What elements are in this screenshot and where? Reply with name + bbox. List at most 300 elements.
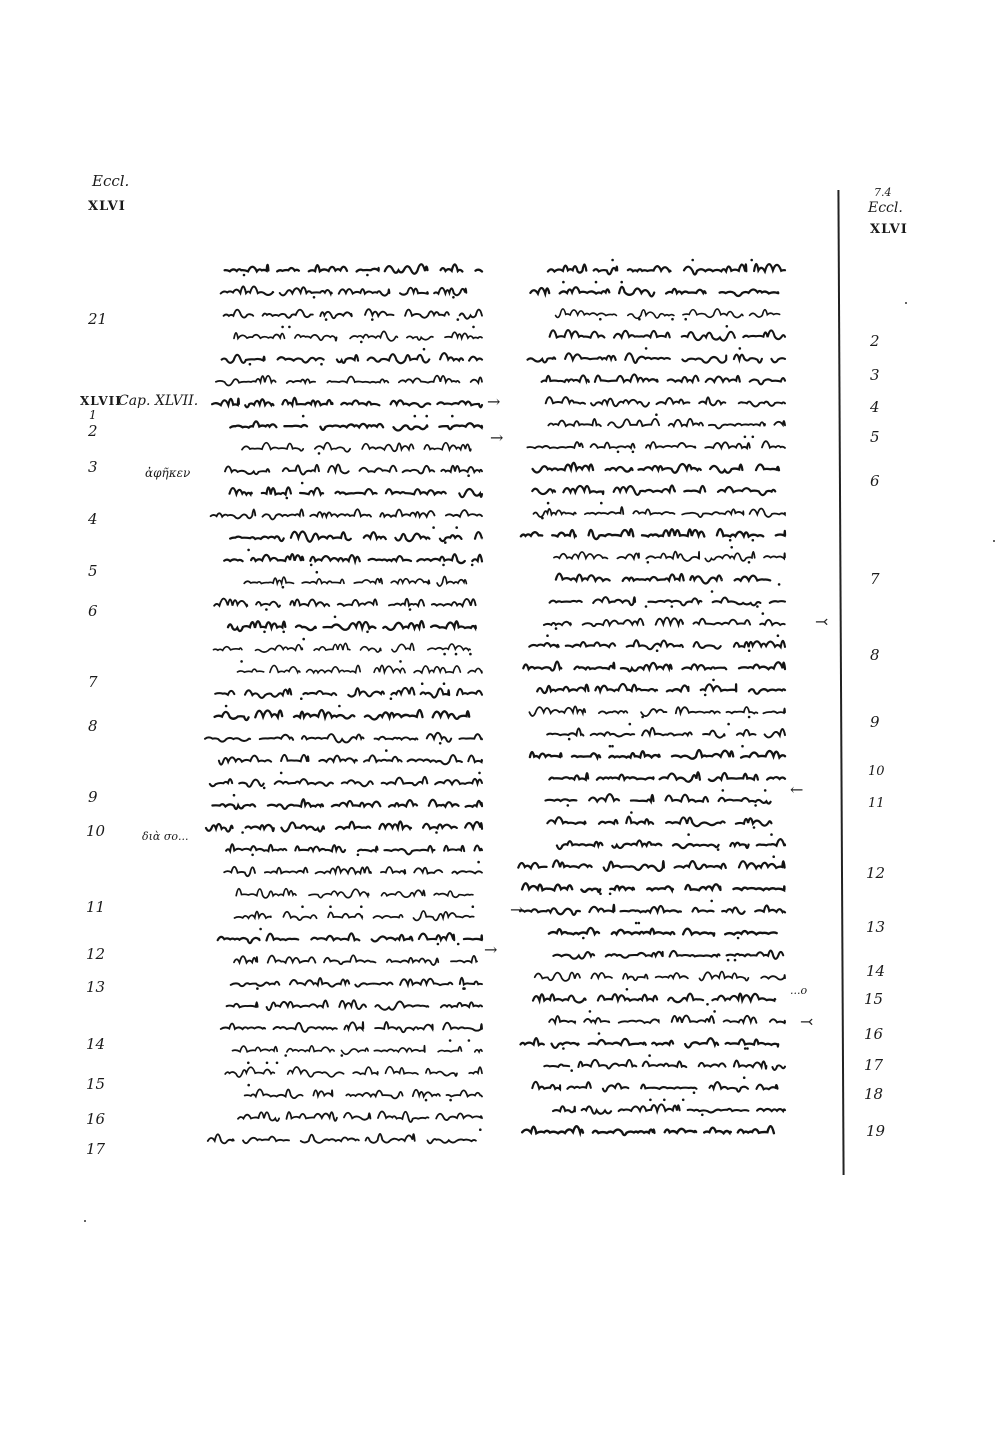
right-column-stroke bbox=[548, 419, 785, 429]
cap-heading: Cap. XLVII. bbox=[118, 393, 199, 409]
right-column-line bbox=[550, 590, 785, 608]
right-column-diacritic bbox=[712, 679, 715, 682]
right-column-diacritic bbox=[568, 738, 571, 741]
left-column-diacritic bbox=[302, 638, 305, 641]
right-column-diacritic bbox=[617, 451, 620, 454]
left-column-diacritic bbox=[452, 296, 455, 299]
left-column-diacritic bbox=[455, 526, 458, 529]
left-column-diacritic bbox=[259, 928, 262, 931]
right-column-stroke bbox=[530, 287, 778, 296]
left-column-diacritic bbox=[443, 653, 446, 656]
left-column-stroke bbox=[231, 978, 482, 987]
left-column-diacritic bbox=[263, 631, 266, 634]
right-column-diacritic bbox=[648, 1054, 651, 1057]
arrow-mark: → bbox=[484, 940, 498, 959]
left-column-line bbox=[230, 526, 482, 544]
cap-heading-numeral: XLVII bbox=[80, 394, 122, 408]
right-column-diacritic bbox=[743, 1076, 746, 1079]
left-verse-10: 10 bbox=[86, 822, 106, 840]
right-column-diacritic bbox=[626, 988, 629, 991]
left-verse-8: 8 bbox=[88, 717, 98, 735]
left-column-stroke bbox=[230, 531, 482, 541]
left-column-diacritic bbox=[241, 831, 244, 834]
left-column-diacritic bbox=[471, 564, 474, 567]
right-verse-11: 11 bbox=[868, 796, 885, 811]
right-column-line bbox=[549, 922, 777, 940]
right-column-stroke bbox=[547, 728, 785, 738]
left-chapter-numeral: XLVI bbox=[88, 199, 126, 214]
left-column-stroke bbox=[206, 821, 482, 831]
left-column-line bbox=[228, 616, 476, 634]
left-column-diacritic bbox=[399, 660, 402, 663]
right-column-line bbox=[544, 612, 785, 630]
left-column-diacritic bbox=[478, 772, 481, 775]
left-column-diacritic bbox=[360, 905, 363, 908]
left-column-stroke bbox=[235, 911, 474, 921]
right-column-diacritic bbox=[555, 627, 558, 630]
right-column-stroke bbox=[544, 618, 785, 627]
right-verse-7: 7 bbox=[870, 570, 880, 588]
right-column-line bbox=[548, 259, 785, 275]
right-column-line bbox=[542, 374, 785, 384]
right-column-diacritic bbox=[641, 716, 644, 719]
arrow-mark: → bbox=[490, 428, 504, 447]
left-verse-9: 9 bbox=[88, 788, 98, 806]
right-column-diacritic bbox=[647, 561, 650, 564]
right-verse-8: 8 bbox=[870, 646, 880, 664]
left-column-diacritic bbox=[371, 318, 374, 321]
left-column-diacritic bbox=[435, 831, 438, 834]
left-column-line bbox=[212, 794, 482, 809]
right-column-line bbox=[547, 811, 771, 829]
right-column-line bbox=[557, 833, 785, 851]
left-column-diacritic bbox=[468, 1039, 471, 1042]
left-verse-21: 21 bbox=[88, 310, 108, 328]
right-column-diacritic bbox=[737, 937, 740, 940]
left-column-diacritic bbox=[425, 415, 428, 418]
left-column-diacritic bbox=[256, 987, 259, 990]
left-column-diacritic bbox=[463, 987, 466, 990]
left-column-diacritic bbox=[265, 608, 268, 611]
right-column-stroke bbox=[521, 529, 785, 539]
right-column-diacritic bbox=[645, 347, 648, 350]
left-column-diacritic bbox=[341, 1054, 344, 1057]
right-column-line bbox=[522, 1126, 774, 1135]
right-column-line bbox=[520, 900, 785, 915]
left-column-diacritic bbox=[366, 274, 369, 277]
right-column-diacritic bbox=[671, 318, 674, 321]
right-column-diacritic bbox=[710, 900, 713, 903]
right-column-diacritic bbox=[691, 259, 694, 262]
left-column-diacritic bbox=[300, 697, 303, 700]
left-column-line bbox=[242, 443, 471, 455]
right-column-stroke bbox=[530, 750, 785, 759]
greek-note: ἀφῆκεν bbox=[145, 466, 191, 480]
right-column-stroke bbox=[554, 552, 785, 562]
right-column-diacritic bbox=[598, 1032, 601, 1035]
right-column-line bbox=[556, 574, 780, 586]
left-column-line bbox=[227, 1000, 482, 1010]
left-column-diacritic bbox=[302, 415, 305, 418]
right-column-line bbox=[547, 723, 785, 741]
right-column-diacritic bbox=[599, 893, 602, 896]
left-column-diacritic bbox=[457, 318, 460, 321]
left-column-diacritic bbox=[439, 742, 442, 745]
right-column-diacritic bbox=[638, 318, 641, 321]
left-column-diacritic bbox=[477, 861, 480, 864]
right-column-stroke bbox=[556, 574, 770, 584]
right-column-stroke bbox=[549, 772, 785, 781]
right-verse-15: 15 bbox=[864, 990, 884, 1008]
left-column-diacritic bbox=[266, 1062, 269, 1065]
right-verse-3: 3 bbox=[870, 366, 880, 384]
right-column-stroke bbox=[533, 463, 779, 473]
right-column-diacritic bbox=[611, 745, 614, 748]
right-column-diacritic bbox=[756, 605, 759, 608]
right-column-diacritic bbox=[754, 804, 757, 807]
right-column-diacritic bbox=[630, 811, 633, 814]
left-column-stroke bbox=[234, 955, 477, 965]
right-column-diacritic bbox=[753, 826, 756, 829]
left-column-diacritic bbox=[325, 318, 328, 321]
right-column-diacritic bbox=[711, 590, 714, 593]
right-column-diacritic bbox=[567, 804, 570, 807]
left-column-line bbox=[222, 348, 482, 366]
right-column-stroke bbox=[537, 684, 785, 694]
right-column-diacritic bbox=[582, 937, 585, 940]
left-column-stroke bbox=[218, 933, 482, 943]
right-column-diacritic bbox=[744, 1047, 747, 1050]
left-column-line bbox=[234, 326, 482, 344]
right-book-abbr: Eccl. bbox=[868, 200, 903, 216]
left-verse-11: 11 bbox=[86, 898, 106, 916]
right-column-line bbox=[553, 951, 783, 962]
left-verse-12: 12 bbox=[86, 945, 106, 963]
right-column-diacritic bbox=[546, 634, 549, 637]
right-column-stroke bbox=[522, 883, 784, 892]
right-column-line bbox=[548, 413, 785, 428]
right-column-diacritic bbox=[764, 789, 767, 792]
right-column-line bbox=[556, 309, 780, 321]
right-column-diacritic bbox=[656, 649, 659, 652]
left-column-stroke bbox=[236, 889, 473, 898]
left-column-stroke bbox=[245, 1089, 482, 1098]
right-column-diacritic bbox=[595, 281, 598, 284]
left-column-diacritic bbox=[451, 415, 454, 418]
right-column-diacritic bbox=[744, 436, 747, 439]
right-column-diacritic bbox=[748, 716, 751, 719]
right-column-stroke bbox=[547, 817, 771, 827]
right-verse-13: 13 bbox=[866, 918, 886, 936]
right-column-diacritic bbox=[701, 1114, 704, 1117]
left-verse-2: 2 bbox=[88, 422, 98, 440]
right-column-line bbox=[532, 1076, 777, 1094]
left-column-line bbox=[225, 464, 482, 477]
left-column-stroke bbox=[221, 1022, 482, 1032]
arrow-mark: ⤙ bbox=[800, 1012, 814, 1031]
left-column-diacritic bbox=[469, 653, 472, 656]
left-column-line bbox=[221, 286, 467, 298]
left-column-diacritic bbox=[357, 854, 360, 857]
arrow-mark: ← bbox=[790, 780, 804, 799]
left-column-stroke bbox=[230, 487, 483, 497]
left-column-diacritic bbox=[247, 549, 250, 552]
left-column-diacritic bbox=[316, 571, 319, 574]
left-column-diacritic bbox=[385, 749, 388, 752]
left-column-line bbox=[211, 509, 482, 519]
right-column-diacritic bbox=[682, 1099, 685, 1102]
left-verse-15: 15 bbox=[86, 1075, 106, 1093]
left-column-line bbox=[231, 978, 482, 990]
right-column-stroke bbox=[532, 485, 775, 495]
left-column-diacritic bbox=[288, 326, 291, 329]
right-column-line bbox=[549, 772, 785, 781]
left-column-line bbox=[208, 1128, 482, 1143]
left-column-diacritic bbox=[281, 326, 284, 329]
left-column-line bbox=[210, 772, 482, 790]
left-column-line bbox=[230, 482, 483, 500]
right-column-diacritic bbox=[570, 1069, 573, 1072]
left-column-diacritic bbox=[225, 705, 228, 708]
right-verse-18: 18 bbox=[864, 1085, 884, 1103]
left-column-diacritic bbox=[366, 631, 369, 634]
right-column-line bbox=[554, 546, 785, 564]
left-column-stroke bbox=[238, 1111, 482, 1122]
left-column-stroke bbox=[226, 844, 482, 854]
right-column-stroke bbox=[520, 905, 785, 915]
right-column-line bbox=[522, 883, 784, 895]
right-small-note: 7.4 bbox=[874, 186, 892, 199]
right-column-diacritic bbox=[655, 413, 658, 416]
right-column-diacritic bbox=[645, 605, 648, 608]
right-column-line bbox=[550, 325, 785, 341]
right-column-diacritic bbox=[600, 502, 603, 505]
left-column-diacritic bbox=[310, 564, 313, 567]
right-column-stroke bbox=[548, 264, 785, 274]
right-column-diacritic bbox=[671, 605, 674, 608]
left-column-stroke bbox=[238, 665, 483, 673]
left-column-stroke bbox=[227, 1000, 482, 1010]
left-column-diacritic bbox=[338, 705, 341, 708]
left-column-line bbox=[224, 549, 482, 567]
right-column-line bbox=[521, 1032, 779, 1050]
right-verse-9: 9 bbox=[870, 713, 880, 731]
right-verse-14: 14 bbox=[866, 962, 886, 980]
right-column-diacritic bbox=[562, 1047, 565, 1050]
left-column-line bbox=[245, 1084, 482, 1102]
left-column-stroke bbox=[208, 1134, 476, 1143]
right-column-line bbox=[537, 679, 785, 697]
left-verse-17: 17 bbox=[86, 1140, 106, 1158]
left-book-abbr: Eccl. bbox=[92, 172, 130, 190]
right-column-line bbox=[553, 1099, 785, 1117]
left-column-line bbox=[226, 844, 482, 856]
right-column-stroke bbox=[549, 1016, 785, 1023]
left-column-stroke bbox=[214, 599, 475, 607]
left-column-line bbox=[230, 415, 482, 431]
right-column-diacritic bbox=[730, 546, 733, 549]
left-column-line bbox=[234, 955, 477, 965]
right-column-diacritic bbox=[727, 959, 730, 962]
left-column-stroke bbox=[224, 309, 482, 319]
right-column-diacritic bbox=[632, 451, 635, 454]
right-column-diacritic bbox=[746, 1047, 749, 1050]
left-column-diacritic bbox=[247, 1062, 250, 1065]
left-column-line bbox=[212, 398, 482, 408]
right-verse-6: 6 bbox=[870, 472, 880, 490]
left-column-line bbox=[224, 861, 482, 876]
left-column-diacritic bbox=[472, 326, 475, 329]
left-column-line bbox=[221, 1022, 482, 1032]
right-side-note: ...ο bbox=[790, 984, 808, 997]
left-column-line bbox=[235, 905, 475, 920]
left-column-diacritic bbox=[280, 772, 283, 775]
right-column-diacritic bbox=[638, 922, 641, 925]
right-verse-5: 5 bbox=[870, 428, 880, 446]
left-column-line bbox=[214, 599, 475, 611]
left-column-diacritic bbox=[334, 616, 337, 619]
left-column-diacritic bbox=[442, 564, 445, 567]
right-verse-10: 10 bbox=[868, 764, 885, 779]
right-column-diacritic bbox=[772, 855, 775, 858]
right-column-line bbox=[518, 855, 784, 871]
left-verse-6: 6 bbox=[88, 602, 98, 620]
left-column-diacritic bbox=[282, 586, 285, 589]
left-column-diacritic bbox=[318, 452, 321, 455]
right-column-line bbox=[534, 502, 786, 520]
right-column-diacritic bbox=[609, 745, 612, 748]
left-column-diacritic bbox=[467, 474, 470, 477]
right-column-stroke bbox=[550, 330, 785, 341]
right-column-diacritic bbox=[663, 1099, 666, 1102]
left-column-line bbox=[238, 1111, 482, 1122]
right-column-line bbox=[528, 347, 786, 363]
left-column-diacritic bbox=[276, 1062, 279, 1065]
right-column-line bbox=[529, 634, 785, 652]
left-column-diacritic bbox=[414, 415, 417, 418]
left-column-stroke bbox=[224, 554, 482, 563]
left-column-line bbox=[214, 638, 472, 656]
right-column-line bbox=[544, 1054, 785, 1072]
right-column-diacritic bbox=[762, 612, 765, 615]
right-column-diacritic bbox=[693, 1091, 696, 1094]
left-column-line bbox=[224, 309, 482, 321]
right-verse-4: 4 bbox=[870, 398, 880, 416]
right-column-diacritic bbox=[777, 634, 780, 637]
left-column-stroke bbox=[212, 398, 482, 408]
left-column-line bbox=[238, 660, 483, 673]
right-column-diacritic bbox=[713, 1010, 716, 1013]
arrow-mark: ⤙ bbox=[815, 612, 829, 631]
left-column-diacritic bbox=[301, 482, 304, 485]
right-column-stroke bbox=[529, 640, 785, 649]
right-column-stroke bbox=[546, 794, 771, 803]
right-column-diacritic bbox=[687, 833, 690, 836]
left-column-diacritic bbox=[320, 363, 323, 366]
right-column-stroke bbox=[550, 597, 785, 605]
left-column-diacritic bbox=[251, 854, 254, 857]
left-column-stroke bbox=[212, 799, 482, 809]
left-column-diacritic bbox=[286, 497, 289, 500]
left-column-diacritic bbox=[233, 794, 236, 797]
right-column-diacritic bbox=[752, 539, 755, 542]
right-column-diacritic bbox=[741, 745, 744, 748]
left-column-diacritic bbox=[301, 905, 304, 908]
left-column-stroke bbox=[228, 621, 476, 631]
left-column-diacritic bbox=[249, 363, 252, 366]
left-column-stroke bbox=[219, 755, 482, 765]
right-column-diacritic bbox=[748, 561, 751, 564]
left-column-diacritic bbox=[449, 1099, 452, 1102]
right-column-diacritic bbox=[611, 259, 614, 262]
right-column-diacritic bbox=[609, 893, 612, 896]
right-column-diacritic bbox=[599, 318, 602, 321]
arrow-mark: → bbox=[510, 900, 524, 919]
right-column-diacritic bbox=[541, 517, 544, 520]
left-column-line bbox=[215, 682, 482, 700]
left-column-stroke bbox=[230, 421, 482, 430]
right-column-diacritic bbox=[706, 1003, 709, 1006]
right-column-line bbox=[535, 971, 785, 980]
left-column-line bbox=[225, 264, 482, 276]
left-column-stroke bbox=[215, 688, 482, 698]
left-column-line bbox=[233, 1039, 483, 1057]
right-column-diacritic bbox=[635, 922, 638, 925]
left-column-line bbox=[215, 705, 470, 720]
right-column-diacritic bbox=[717, 848, 720, 851]
right-column-stroke bbox=[553, 1104, 785, 1113]
left-column-diacritic bbox=[282, 631, 285, 634]
right-column-line bbox=[533, 463, 779, 473]
left-verse-1: 1 bbox=[89, 408, 97, 422]
left-column-stroke bbox=[211, 509, 482, 519]
right-column-stroke bbox=[528, 353, 786, 363]
right-column-diacritic bbox=[729, 539, 732, 542]
left-column-diacritic bbox=[444, 541, 447, 544]
left-column-stroke bbox=[242, 443, 471, 452]
left-verse-3: 3 bbox=[88, 458, 98, 476]
left-column-stroke bbox=[214, 643, 471, 652]
left-column-stroke bbox=[222, 353, 482, 363]
left-column-diacritic bbox=[457, 943, 460, 946]
left-column-stroke bbox=[225, 264, 482, 273]
right-column-line bbox=[546, 397, 785, 407]
left-column-stroke bbox=[216, 376, 482, 386]
right-column-diacritic bbox=[734, 959, 737, 962]
right-column-stroke bbox=[553, 951, 783, 959]
left-column-diacritic bbox=[443, 682, 446, 685]
right-column-line bbox=[549, 1010, 785, 1023]
arrow-mark: → bbox=[487, 392, 501, 411]
left-column-diacritic bbox=[240, 660, 243, 663]
right-column-line bbox=[521, 529, 785, 541]
left-verse-5: 5 bbox=[88, 562, 98, 580]
right-column-stroke bbox=[521, 1038, 779, 1048]
right-column-stroke bbox=[532, 1082, 777, 1092]
right-column-stroke bbox=[549, 928, 777, 936]
left-column-stroke bbox=[233, 1046, 483, 1055]
left-column-stroke bbox=[224, 867, 482, 877]
left-column-stroke bbox=[210, 777, 482, 787]
left-verse-14: 14 bbox=[86, 1035, 106, 1053]
right-column-stroke bbox=[529, 706, 785, 716]
right-verse-17: 17 bbox=[864, 1056, 884, 1074]
left-column-line bbox=[216, 376, 482, 386]
right-column-line bbox=[527, 436, 785, 454]
left-verse-16: 16 bbox=[86, 1110, 106, 1128]
right-column-stroke bbox=[518, 860, 784, 871]
left-column-diacritic bbox=[284, 1054, 287, 1057]
